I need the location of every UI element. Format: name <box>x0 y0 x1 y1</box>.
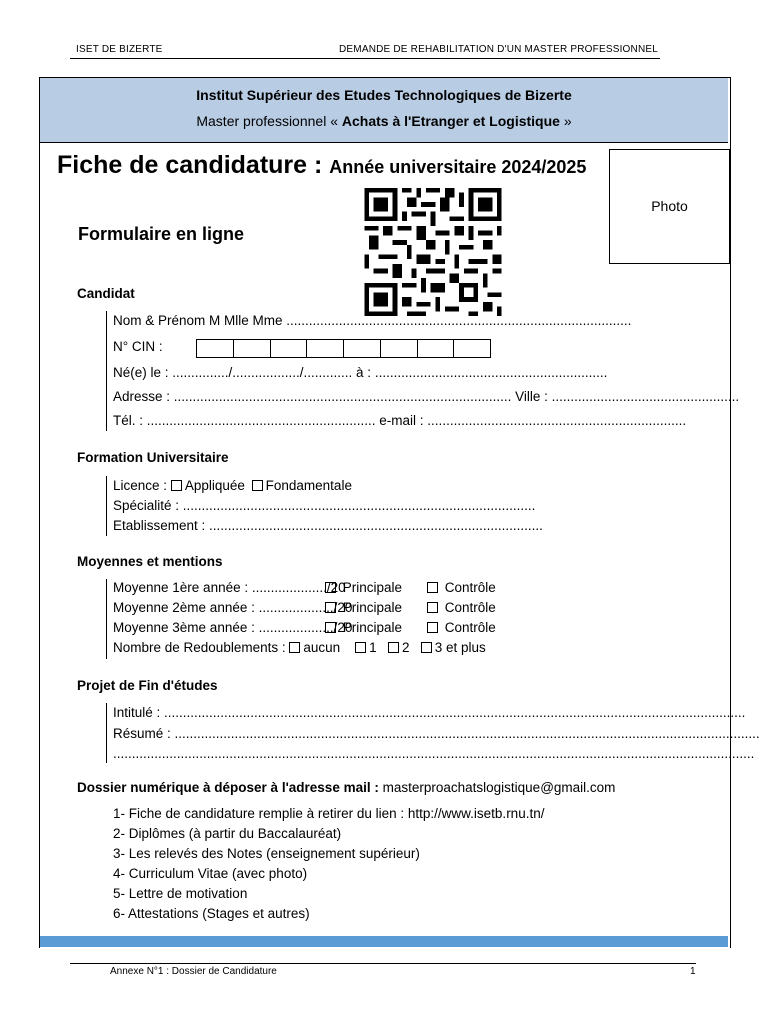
controle-2-checkbox[interactable] <box>427 602 438 613</box>
moyennes-heading: Moyennes et mentions <box>77 554 223 569</box>
principale-3-label: Principale <box>342 620 403 635</box>
fondamentale-label: Fondamentale <box>265 478 352 493</box>
header-rule <box>70 58 660 59</box>
moyennes-rule <box>106 579 107 659</box>
projet-heading: Projet de Fin d'études <box>77 678 218 693</box>
header-right: DEMANDE DE REHABILITATION D'UN MASTER PROFESSIONNEL <box>339 44 659 55</box>
licence-row <box>113 478 352 493</box>
controle-1-label: Contrôle <box>444 580 496 595</box>
appliquee-checkbox[interactable] <box>171 480 182 491</box>
projet-rule <box>106 703 107 763</box>
footer-rule <box>70 963 696 964</box>
dossier-item: 6- Attestations (Stages et autres) <box>113 906 310 921</box>
resume-field[interactable]: Résumé : ............................................................................................................................................................ <box>113 726 760 741</box>
dossier-email[interactable]: masterproachatslogistique@gmail.com <box>382 780 616 795</box>
title-year: Année universitaire 2024/2025 <box>329 157 587 177</box>
footer-left: Annexe N°1 : Dossier de Candidature <box>110 966 277 977</box>
etablissement-field[interactable]: Etablissement : ......................................................................................... <box>113 518 543 533</box>
principale-3-checkbox[interactable] <box>325 622 336 633</box>
institute-name: Institut Supérieur des Etudes Technologiques de Bizerte <box>196 87 572 103</box>
dossier-item: 1- Fiche de candidature remplie à retirer du lien : http://www.isetb.rnu.tn/ <box>113 806 545 821</box>
appliquee-label: Appliquée <box>184 478 245 493</box>
qr-code-icon[interactable] <box>364 188 502 316</box>
moyenne-1-controle <box>427 580 496 595</box>
moyenne-2-controle <box>427 600 496 615</box>
dossier-item: 3- Les relevés des Notes (enseignement supérieur) <box>113 846 420 861</box>
address-field[interactable]: Adresse : .......................................................................................... Ville : .................................................. <box>113 389 740 404</box>
redoublements-label: Nombre de Redoublements : <box>113 640 286 655</box>
cin-field[interactable] <box>196 339 491 358</box>
two-checkbox[interactable] <box>388 642 399 653</box>
title-main: Fiche de candidature : <box>57 151 323 179</box>
specialite-field[interactable]: Spécialité : .............................................................................................. <box>113 498 536 513</box>
moyenne-2-label[interactable]: Moyenne 2ème année : ..................../20 <box>113 600 353 615</box>
aucun-label: aucun <box>303 640 341 655</box>
aucun-checkbox[interactable] <box>289 642 300 653</box>
moyenne-3-label[interactable]: Moyenne 3ème année : ..................../20 <box>113 620 353 635</box>
three-plus-checkbox[interactable] <box>421 642 432 653</box>
candidat-heading: Candidat <box>77 286 135 301</box>
page-number: 1 <box>690 966 696 977</box>
candidat-rule <box>106 311 107 431</box>
moyenne-1-label[interactable]: Moyenne 1ère année : ..................../20 <box>113 580 346 595</box>
moyenne-1-principale <box>325 580 402 595</box>
cin-label: N° CIN : <box>113 339 163 354</box>
header-left: ISET DE BIZERTE <box>76 44 163 55</box>
dossier-list <box>113 806 544 926</box>
moyenne-3-controle <box>427 620 496 635</box>
moyenne-3-principale <box>325 620 402 635</box>
controle-2-label: Contrôle <box>444 600 496 615</box>
formation-heading: Formation Universitaire <box>77 450 229 465</box>
principale-1-checkbox[interactable] <box>325 582 336 593</box>
principale-1-label: Principale <box>342 580 403 595</box>
master-suffix: » <box>563 113 572 129</box>
controle-1-checkbox[interactable] <box>427 582 438 593</box>
photo-label: Photo <box>651 198 688 214</box>
dossier-line <box>77 780 615 795</box>
dossier-heading: Dossier numérique à déposer à l'adresse mail : <box>77 780 379 795</box>
online-form-heading: Formulaire en ligne <box>78 224 245 244</box>
principale-2-label: Principale <box>342 600 403 615</box>
one-label: 1 <box>369 640 377 655</box>
fondamentale-checkbox[interactable] <box>252 480 263 491</box>
controle-3-checkbox[interactable] <box>427 622 438 633</box>
redoublements-row <box>113 640 486 655</box>
dossier-item: 5- Lettre de motivation <box>113 886 248 901</box>
name-field[interactable]: Nom & Prénom M Mlle Mme ............................................................................................ <box>113 313 632 328</box>
page-title <box>57 151 586 180</box>
formation-rule <box>106 476 107 536</box>
principale-2-checkbox[interactable] <box>325 602 336 613</box>
tel-email-field[interactable]: Tél. : ............................................................. e-mail : ..................................................................... <box>113 413 687 428</box>
one-checkbox[interactable] <box>355 642 366 653</box>
controle-3-label: Contrôle <box>444 620 496 635</box>
two-label: 2 <box>401 640 410 655</box>
bottom-accent-bar <box>40 936 728 947</box>
intitule-field[interactable]: Intitulé : ........................................................................................................................................................... <box>113 705 746 720</box>
master-name: Achats à l'Etranger et Logistique <box>341 113 560 129</box>
resume-continued-field[interactable]: ........................................................................................................................................................................... <box>113 746 755 761</box>
moyenne-2-principale <box>325 600 402 615</box>
birth-field[interactable]: Né(e) le : .............../................../............. à : .............................................................. <box>113 365 608 380</box>
dossier-item: 4- Curriculum Vitae (avec photo) <box>113 866 308 881</box>
licence-label: Licence : <box>113 478 168 493</box>
master-line <box>40 113 728 129</box>
dossier-item: 2- Diplômes (à partir du Baccalauréat) <box>113 826 342 841</box>
three-plus-label: 3 et plus <box>434 640 486 655</box>
master-prefix: Master professionnel « <box>196 113 338 129</box>
